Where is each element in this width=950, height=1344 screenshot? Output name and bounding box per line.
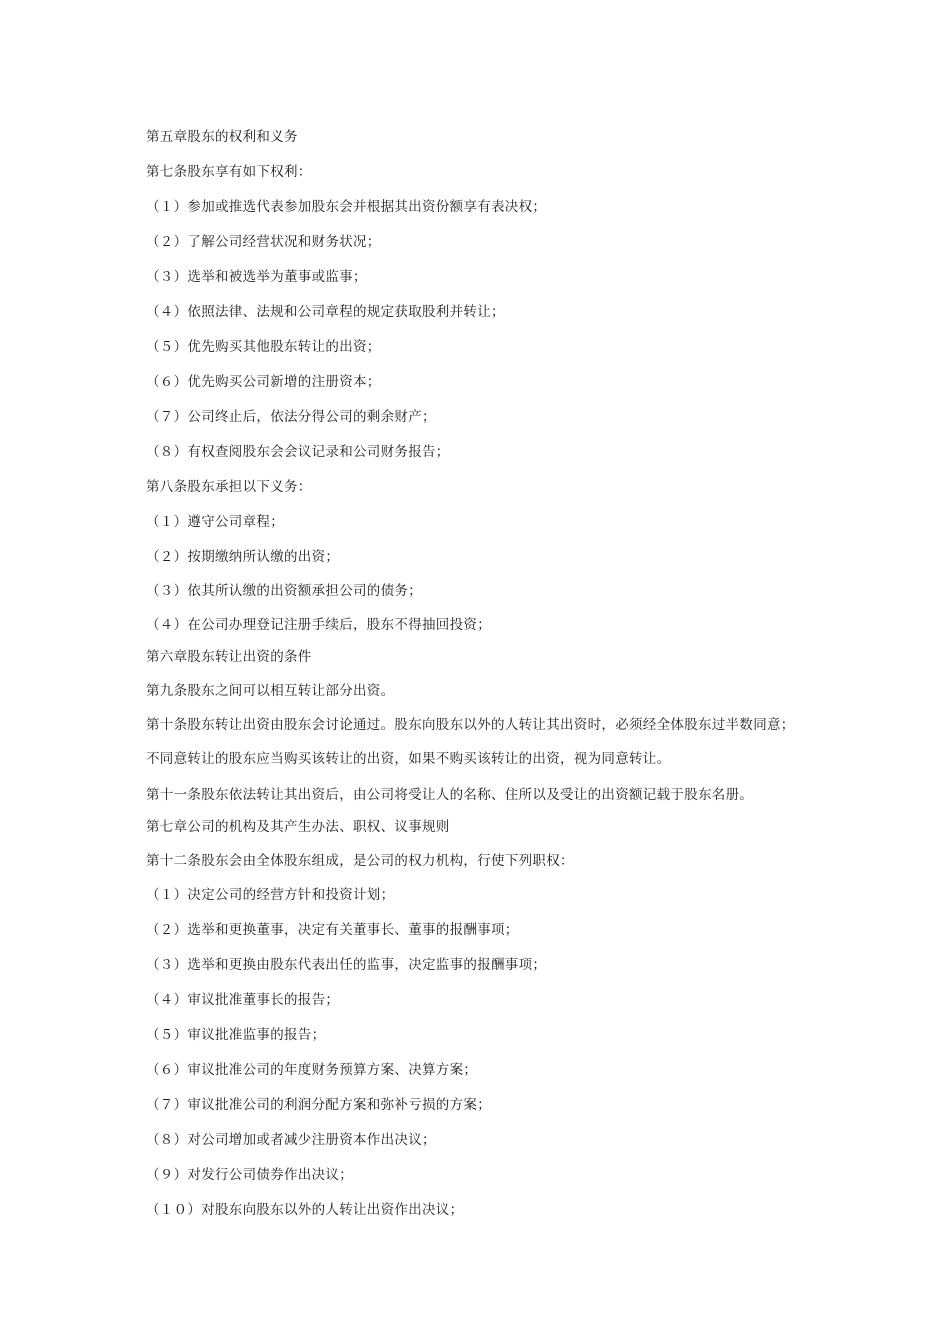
list-item: （３）选举和被选举为董事或监事； — [146, 269, 367, 285]
article-text: 第十一条股东依法转让其出资后，由公司将受让人的名称、住所以及受让的出资额记载于股东名册。 — [146, 787, 754, 803]
article-heading: 第十二条股东会由全体股东组成，是公司的权力机构，行使下列职权： — [146, 853, 574, 869]
list-item: （８）有权查阅股东会会议记录和公司财务报告； — [146, 444, 450, 460]
list-item: （２）选举和更换董事，决定有关董事长、董事的报酬事项； — [146, 922, 519, 938]
list-item: （６）优先购买公司新增的注册资本； — [146, 374, 381, 390]
list-item: （２）了解公司经营状况和财务状况； — [146, 234, 381, 250]
chapter-heading: 第五章股东的权利和义务 — [146, 129, 298, 145]
article-text: 第九条股东之间可以相互转让部分出资。 — [146, 683, 395, 699]
list-item: （３）依其所认缴的出资额承担公司的债务； — [146, 583, 422, 599]
list-item: （９）对发行公司债券作出决议； — [146, 1167, 353, 1183]
list-item: （７）公司终止后，依法分得公司的剩余财产； — [146, 409, 436, 425]
chapter-heading: 第七章公司的机构及其产生办法、职权、议事规则 — [146, 819, 450, 835]
list-item: （７）审议批准公司的利润分配方案和弥补亏损的方案； — [146, 1097, 491, 1113]
list-item: （５）优先购买其他股东转让的出资； — [146, 339, 381, 355]
list-item: （４）在公司办理登记注册手续后，股东不得抽回投资； — [146, 617, 491, 633]
list-item: （１０）对股东向股东以外的人转让出资作出决议； — [146, 1202, 464, 1218]
list-item: （４）依照法律、法规和公司章程的规定获取股利并转让； — [146, 304, 505, 320]
chapter-heading: 第六章股东转让出资的条件 — [146, 649, 312, 665]
list-item: （５）审议批准监事的报告； — [146, 1027, 326, 1043]
article-heading: 第七条股东享有如下权利： — [146, 164, 312, 180]
article-text: 不同意转让的股东应当购买该转让的出资，如果不购买该转让的出资，视为同意转让。 — [146, 751, 671, 767]
list-item: （２）按期缴纳所认缴的出资； — [146, 549, 340, 565]
list-item: （６）审议批准公司的年度财务预算方案、决算方案； — [146, 1062, 478, 1078]
article-heading: 第八条股东承担以下义务： — [146, 479, 312, 495]
list-item: （１）决定公司的经营方针和投资计划； — [146, 887, 395, 903]
list-item: （４）审议批准董事长的报告； — [146, 992, 340, 1008]
list-item: （１）遵守公司章程； — [146, 514, 284, 530]
list-item: （８）对公司增加或者减少注册资本作出决议； — [146, 1132, 436, 1148]
list-item: （３）选举和更换由股东代表出任的监事，决定监事的报酬事项； — [146, 957, 547, 973]
list-item: （１）参加或推选代表参加股东会并根据其出资份额享有表决权； — [146, 199, 547, 215]
article-text: 第十条股东转让出资由股东会讨论通过。股东向股东以外的人转让其出资时，必须经全体股东过半数同意； — [146, 717, 795, 733]
